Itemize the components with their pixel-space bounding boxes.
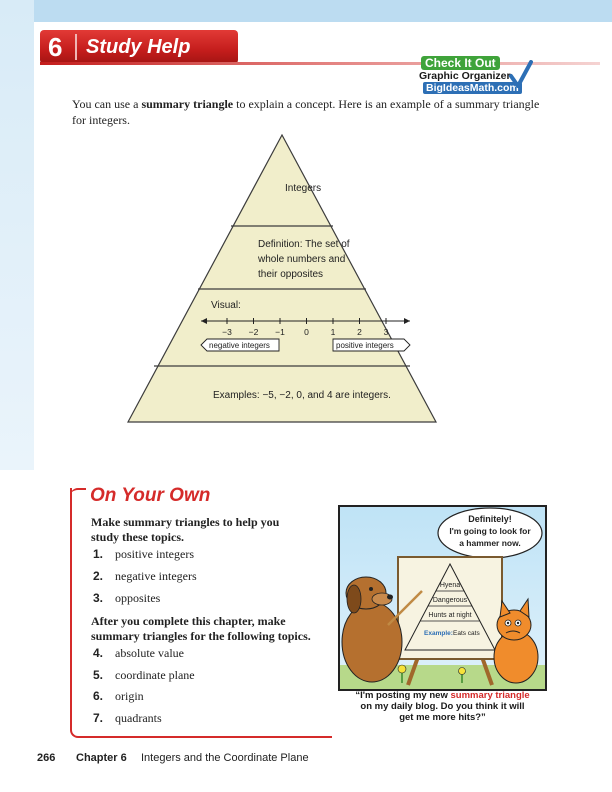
list-item-text: opposites bbox=[115, 591, 161, 605]
prompt-1-line-2: study these topics. bbox=[91, 530, 185, 544]
number-line-tick-label: 1 bbox=[330, 327, 336, 337]
intro-before: You can use a bbox=[72, 97, 142, 111]
caption-highlight: summary triangle bbox=[450, 690, 530, 701]
list-item-number: 1. bbox=[93, 547, 104, 561]
board-tier-3: Hunts at night bbox=[428, 612, 472, 619]
list-item-number: 7. bbox=[93, 711, 104, 725]
number-line-tick-label: −2 bbox=[248, 327, 259, 337]
board-tier-2: Dangerous bbox=[432, 597, 468, 604]
on-your-own-title: On Your Own bbox=[90, 485, 211, 506]
tier-2-line-2: whole numbers and bbox=[258, 254, 346, 265]
caption-line-1 bbox=[338, 690, 547, 701]
negative-integers-label: negative integers bbox=[209, 341, 270, 350]
list-item bbox=[93, 568, 197, 584]
on-your-own-corner bbox=[70, 488, 86, 506]
list-item-text: coordinate plane bbox=[115, 668, 195, 682]
top-band bbox=[0, 0, 612, 22]
list-item bbox=[93, 590, 160, 606]
list-item-number: 3. bbox=[93, 591, 104, 605]
list-item-number: 6. bbox=[93, 689, 104, 703]
logo-site: BigIdeasMath bbox=[426, 82, 495, 94]
list-item-text: origin bbox=[115, 689, 144, 703]
number-line-tick-label: −3 bbox=[222, 327, 232, 337]
number-line-right-arrow bbox=[404, 318, 410, 324]
tier-2-line-1: Definition: The set of bbox=[258, 239, 350, 250]
bubble-line-1: Definitely! bbox=[468, 514, 512, 524]
list-item-text: negative integers bbox=[115, 569, 197, 583]
board-tier-1: Hyena bbox=[439, 582, 461, 589]
logo-line-3 bbox=[423, 82, 522, 94]
prompt-1-line-1: Make summary triangles to help you bbox=[91, 515, 280, 529]
footer-title: Integers and the Coordinate Plane bbox=[141, 752, 309, 764]
bubble-line-3: a hammer now. bbox=[459, 538, 521, 548]
number-line-tick-label: −1 bbox=[275, 327, 285, 337]
tier-2-line-3: their opposites bbox=[258, 269, 324, 280]
cat-illustration bbox=[494, 599, 538, 683]
positive-integers-label: positive integers bbox=[336, 341, 394, 350]
comic-caption bbox=[338, 690, 547, 723]
number-line-tick-label: 3 bbox=[383, 327, 389, 337]
intro-term: summary triangle bbox=[141, 97, 234, 111]
list-item-text: positive integers bbox=[115, 547, 194, 561]
list-item bbox=[93, 645, 184, 661]
intro-paragraph bbox=[72, 96, 542, 128]
negative-integers-label-group bbox=[201, 339, 279, 351]
comic-illustration bbox=[340, 507, 545, 689]
prompt-2-line-2: summary triangles for the following topics. bbox=[91, 629, 311, 643]
positive-integers-label-group bbox=[333, 339, 410, 351]
caption-line-1-text: “I'm posting my new bbox=[355, 690, 451, 701]
checkmark-icon bbox=[509, 60, 533, 90]
chapter-number: 6 bbox=[48, 32, 63, 62]
board-tier-4-text: Eats cats bbox=[453, 630, 480, 637]
left-band bbox=[0, 0, 34, 470]
list-item-number: 2. bbox=[93, 569, 104, 583]
logo-line-1: Check It Out bbox=[421, 56, 500, 70]
page-number: 266 bbox=[37, 752, 56, 764]
list-item bbox=[93, 546, 194, 562]
caption-line-2: on my daily blog. Do you think it will bbox=[360, 701, 525, 712]
tier-4-text: Examples: −5, −2, 0, and 4 are integers. bbox=[213, 390, 391, 401]
list-item bbox=[93, 688, 144, 704]
prompt-2-line-1: After you complete this chapter, make bbox=[91, 614, 286, 628]
list-item bbox=[93, 667, 195, 683]
intro-after: to explain a concept. Here is an example of a summary triangle for integers. bbox=[72, 97, 540, 127]
list-item bbox=[93, 710, 162, 726]
list-item-number: 5. bbox=[93, 668, 104, 682]
caption-line-3: get me more hits?” bbox=[399, 712, 486, 723]
list-item-text: absolute value bbox=[115, 646, 184, 660]
check-it-out-logo[interactable] bbox=[417, 56, 535, 94]
logo-line-2: Graphic Organizer bbox=[419, 70, 511, 82]
number-line-tick-label: 0 bbox=[304, 327, 309, 337]
page-title: Study Help bbox=[86, 36, 191, 58]
footer-chapter: Chapter 6 bbox=[76, 752, 127, 764]
tier-1-text: Integers bbox=[285, 183, 322, 194]
list-item-text: quadrants bbox=[115, 711, 162, 725]
bubble-line-2: I'm going to look for bbox=[449, 526, 531, 536]
comic-panel bbox=[338, 505, 547, 691]
list-item-number: 4. bbox=[93, 646, 104, 660]
logo-site-suffix: .com bbox=[494, 82, 519, 94]
tier-3-label: Visual: bbox=[211, 300, 241, 311]
header-divider bbox=[75, 34, 77, 60]
summary-triangle bbox=[127, 134, 437, 424]
number-line-tick-label: 2 bbox=[357, 327, 362, 337]
board-tier-4-label: Example: bbox=[424, 630, 453, 637]
